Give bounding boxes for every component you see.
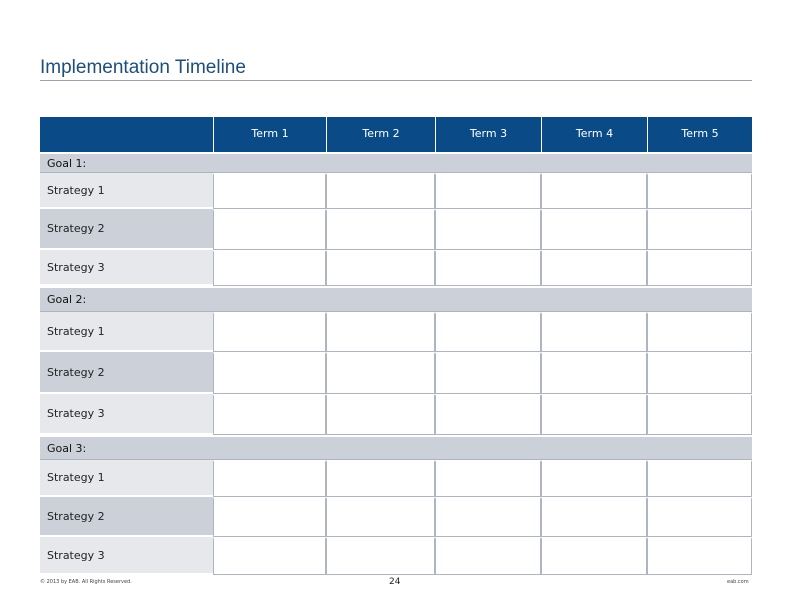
strategy-label: Strategy 1 [40,173,213,209]
footer-page-number: 24 [389,577,401,587]
goal-3-strategy-1-row [40,460,752,497]
timeline-cell[interactable] [326,312,435,352]
timeline-cell[interactable] [647,394,752,435]
timeline-cell[interactable] [326,497,435,537]
timeline-cell[interactable] [541,497,647,537]
term-5-header: Term 5 [647,117,752,152]
timeline-cell[interactable] [647,312,752,352]
timeline-cell[interactable] [647,173,752,209]
timeline-cell[interactable] [435,352,541,394]
timeline-cell[interactable] [541,209,647,250]
goal-2-row [40,286,752,312]
table-header-row [40,117,752,152]
strategy-label: Strategy 2 [40,209,213,250]
timeline-cell[interactable] [541,312,647,352]
timeline-cell[interactable] [647,460,752,497]
timeline-cell[interactable] [541,460,647,497]
timeline-cell[interactable] [213,460,326,497]
goal-1-strategy-3-row [40,250,752,286]
page-title: Implementation Timeline [40,57,246,78]
title-divider [40,80,752,81]
timeline-cell[interactable] [541,352,647,394]
header-corner-cell [40,117,213,152]
goal-1-strategy-2-row [40,209,752,250]
timeline-cell[interactable] [326,460,435,497]
term-2-header: Term 2 [326,117,435,152]
timeline-cell[interactable] [326,173,435,209]
timeline-cell[interactable] [326,209,435,250]
timeline-table [40,117,752,575]
footer-copyright: © 2013 by EAB. All Rights Reserved. [40,579,132,585]
strategy-label: Strategy 1 [40,312,213,352]
goal-2-strategy-1-row [40,312,752,352]
timeline-cell[interactable] [213,250,326,286]
timeline-cell[interactable] [435,394,541,435]
goal-3-strategy-2-row [40,497,752,537]
timeline-cell[interactable] [435,173,541,209]
timeline-cell[interactable] [213,497,326,537]
timeline-cell[interactable] [326,352,435,394]
timeline-cell[interactable] [647,537,752,575]
strategy-label: Strategy 2 [40,497,213,537]
timeline-cell[interactable] [541,394,647,435]
timeline-cell[interactable] [213,394,326,435]
timeline-cell[interactable] [435,460,541,497]
timeline-cell[interactable] [326,394,435,435]
goal-3-strategy-3-row [40,537,752,575]
goal-2-strategy-2-row [40,352,752,394]
timeline-cell[interactable] [435,497,541,537]
timeline-cell[interactable] [435,250,541,286]
term-4-header: Term 4 [541,117,647,152]
timeline-cell[interactable] [326,537,435,575]
timeline-cell[interactable] [647,250,752,286]
timeline-cell[interactable] [326,250,435,286]
goal-2-strategy-3-row [40,394,752,435]
goal-1-strategy-1-row [40,173,752,209]
timeline-cell[interactable] [541,250,647,286]
term-1-header: Term 1 [213,117,326,152]
timeline-cell[interactable] [541,173,647,209]
timeline-cell[interactable] [647,209,752,250]
goal-1-row [40,152,752,173]
timeline-cell[interactable] [435,209,541,250]
goal-2-label: Goal 2: [47,293,87,306]
timeline-cell[interactable] [213,312,326,352]
footer-site: eab.com [727,579,749,585]
timeline-cell[interactable] [541,537,647,575]
strategy-label: Strategy 2 [40,352,213,394]
timeline-cell[interactable] [435,537,541,575]
goal-1-label: Goal 1: [47,157,87,170]
goal-3-row [40,435,752,460]
timeline-cell[interactable] [213,209,326,250]
term-3-header: Term 3 [435,117,541,152]
strategy-label: Strategy 1 [40,460,213,497]
goal-3-label: Goal 3: [47,442,87,455]
timeline-cell[interactable] [647,497,752,537]
strategy-label: Strategy 3 [40,537,213,575]
strategy-label: Strategy 3 [40,394,213,435]
timeline-cell[interactable] [435,312,541,352]
timeline-cell[interactable] [213,173,326,209]
strategy-label: Strategy 3 [40,250,213,286]
timeline-cell[interactable] [213,352,326,394]
timeline-cell[interactable] [213,537,326,575]
timeline-cell[interactable] [647,352,752,394]
